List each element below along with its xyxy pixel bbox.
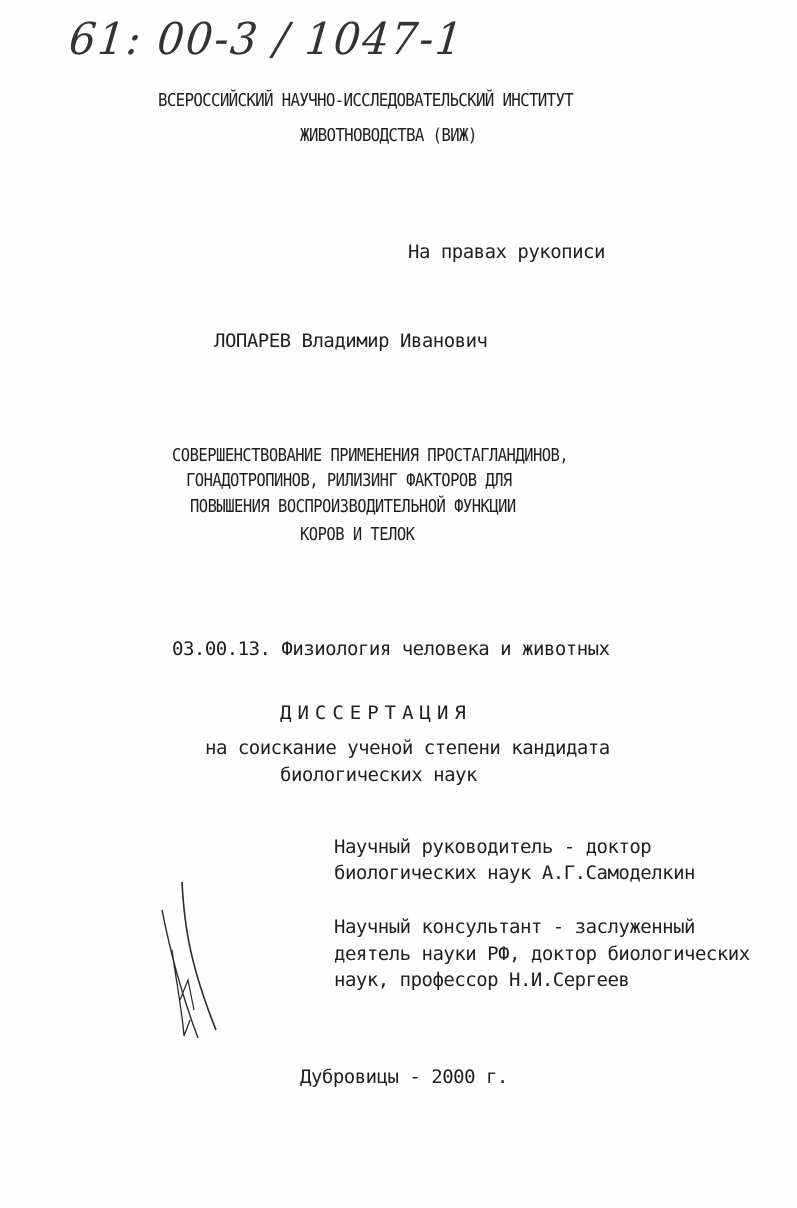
consultant-line-3: наук, профессор Н.И.Сергеев bbox=[334, 969, 630, 991]
archive-handwritten-mark: 61: 00-3 / 1047-1 bbox=[66, 14, 467, 65]
supervisor-line-1: Научный руководитель - доктор bbox=[334, 836, 652, 858]
consultant-line-2: деятель науки РФ, доктор биологических bbox=[334, 943, 750, 965]
consultant-line-1: Научный консультант - заслуженный bbox=[334, 916, 695, 938]
document-type: ДИССЕРТАЦИЯ bbox=[280, 702, 472, 724]
title-line-1: СОВЕРШЕНСТВОВАНИЕ ПРИМЕНЕНИЯ ПРОСТАГЛАНДИНОВ, bbox=[172, 445, 569, 466]
signature-icon bbox=[150, 880, 240, 1050]
specialty-code: 03.00.13. Физиология человека и животных bbox=[172, 638, 610, 660]
institute-line-1: ВСЕРОССИЙСКИЙ НАУЧНО-ИССЛЕДОВАТЕЛЬСКИЙ ИНСТИТУТ bbox=[158, 90, 574, 111]
degree-line-2: биологических наук bbox=[280, 764, 477, 786]
supervisor-line-2: биологических наук А.Г.Самоделкин bbox=[334, 862, 695, 884]
institute-line-2: ЖИВОТНОВОДСТВА (ВИЖ) bbox=[300, 125, 477, 146]
place-and-year: Дубровицы - 2000 г. bbox=[300, 1066, 508, 1088]
author-name: ЛОПАРЕВ Владимир Иванович bbox=[214, 330, 488, 352]
title-line-3: ПОВЫШЕНИЯ ВОСПРОИЗВОДИТЕЛЬНОЙ ФУНКЦИИ bbox=[190, 496, 516, 517]
degree-line-1: на соискание ученой степени кандидата bbox=[205, 737, 610, 759]
title-line-4: КОРОВ И ТЕЛОК bbox=[300, 524, 415, 545]
manuscript-rights: На правах рукописи bbox=[408, 241, 605, 263]
title-line-2: ГОНАДОТРОПИНОВ, РИЛИЗИНГ ФАКТОРОВ ДЛЯ bbox=[186, 470, 512, 491]
